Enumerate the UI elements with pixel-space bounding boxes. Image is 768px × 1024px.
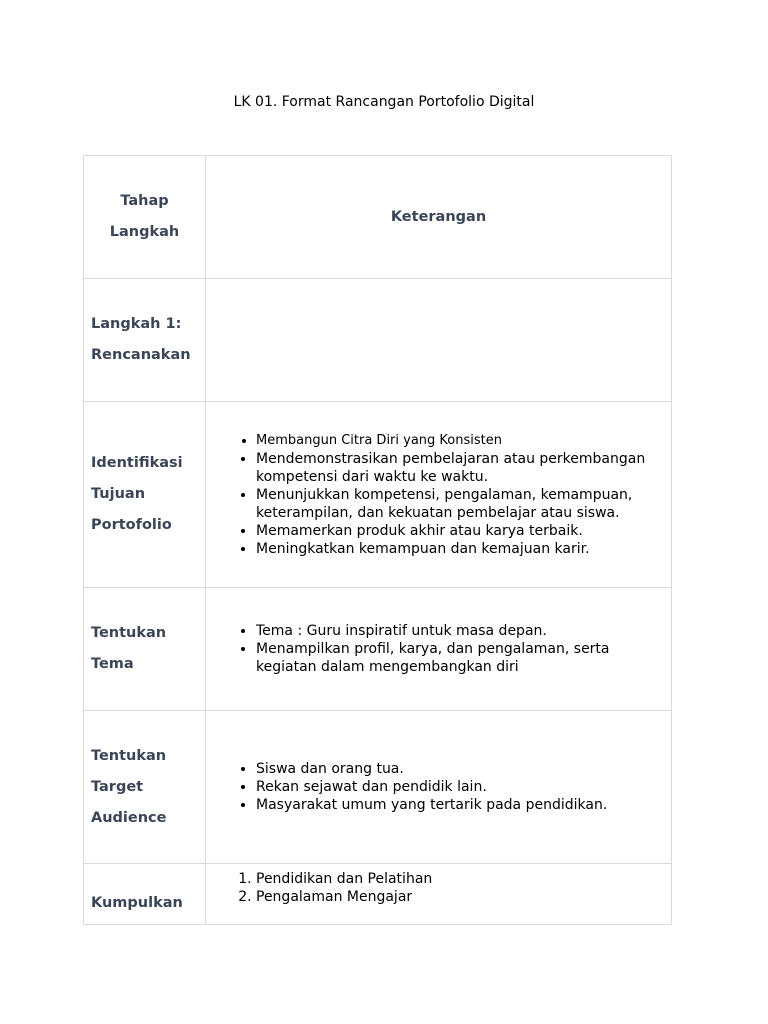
portfolio-design-table	[83, 155, 672, 925]
row-description-cell	[206, 864, 672, 925]
row-label-line: Tentukan	[91, 625, 167, 641]
header-label-line: Tahap	[120, 193, 169, 209]
row-label-cell	[84, 864, 206, 925]
row-label-line: Identifikasi	[91, 455, 183, 471]
list-item: • Mendemonstrasikan pembelajaran atau perkembangan kompetensi dari waktu ke waktu.	[256, 450, 671, 486]
table-row	[84, 864, 672, 925]
table-header-row	[84, 156, 672, 279]
numbered-list	[206, 864, 671, 906]
list-item: • Meningkatkan kemampuan dan kemajuan karir.	[256, 540, 671, 558]
bullet-list	[206, 622, 671, 676]
row-label-line: Tujuan	[91, 486, 146, 502]
list-item: 2. Pengalaman Mengajar	[256, 888, 671, 906]
row-label-line: Rencanakan	[91, 347, 191, 363]
row-label-cell	[84, 588, 206, 711]
row-label-line: Kumpulkan	[91, 895, 183, 911]
list-item: • Masyarakat umum yang tertarik pada pendidikan.	[256, 796, 671, 814]
header-cell-stage	[84, 156, 206, 279]
table-row	[84, 279, 672, 402]
table-row	[84, 402, 672, 588]
list-item: • Menunjukkan kompetensi, pengalaman, kemampuan, keterampilan, dan kekuatan pembelajar atau siswa.	[256, 486, 671, 522]
row-description-cell	[206, 402, 672, 588]
row-description-cell	[206, 711, 672, 864]
row-description-cell	[206, 588, 672, 711]
list-item: • Tema : Guru inspiratif untuk masa depan.	[256, 622, 671, 640]
list-item: • Memamerkan produk akhir atau karya terbaik.	[256, 522, 671, 540]
row-label-cell	[84, 279, 206, 402]
table-row	[84, 588, 672, 711]
row-label-line: Tema	[91, 656, 134, 672]
bullet-list	[206, 760, 671, 814]
row-description-cell	[206, 279, 672, 402]
header-cell-description: Keterangan	[206, 156, 672, 279]
row-label-line: Langkah 1:	[91, 316, 182, 332]
document-title: LK 01. Format Rancangan Portofolio Digital	[233, 94, 535, 110]
header-label-line: Langkah	[109, 224, 180, 240]
list-item: • Rekan sejawat dan pendidik lain.	[256, 778, 671, 796]
bullet-list	[206, 432, 671, 558]
row-label-line: Audience	[91, 809, 167, 826]
row-label-line: Tentukan	[91, 747, 167, 764]
row-label-cell	[84, 402, 206, 588]
row-label-cell	[84, 711, 206, 864]
table-row	[84, 711, 672, 864]
row-label-line: Portofolio	[91, 517, 172, 533]
list-item: • Siswa dan orang tua.	[256, 760, 671, 778]
list-item: • Menampilkan profil, karya, dan pengalaman, serta kegiatan dalam mengembangkan diri	[256, 640, 671, 676]
list-item: • Membangun Citra Diri yang Konsisten	[256, 432, 671, 450]
row-label-line: Target	[91, 778, 144, 795]
list-item: 1. Pendidikan dan Pelatihan	[256, 870, 671, 888]
